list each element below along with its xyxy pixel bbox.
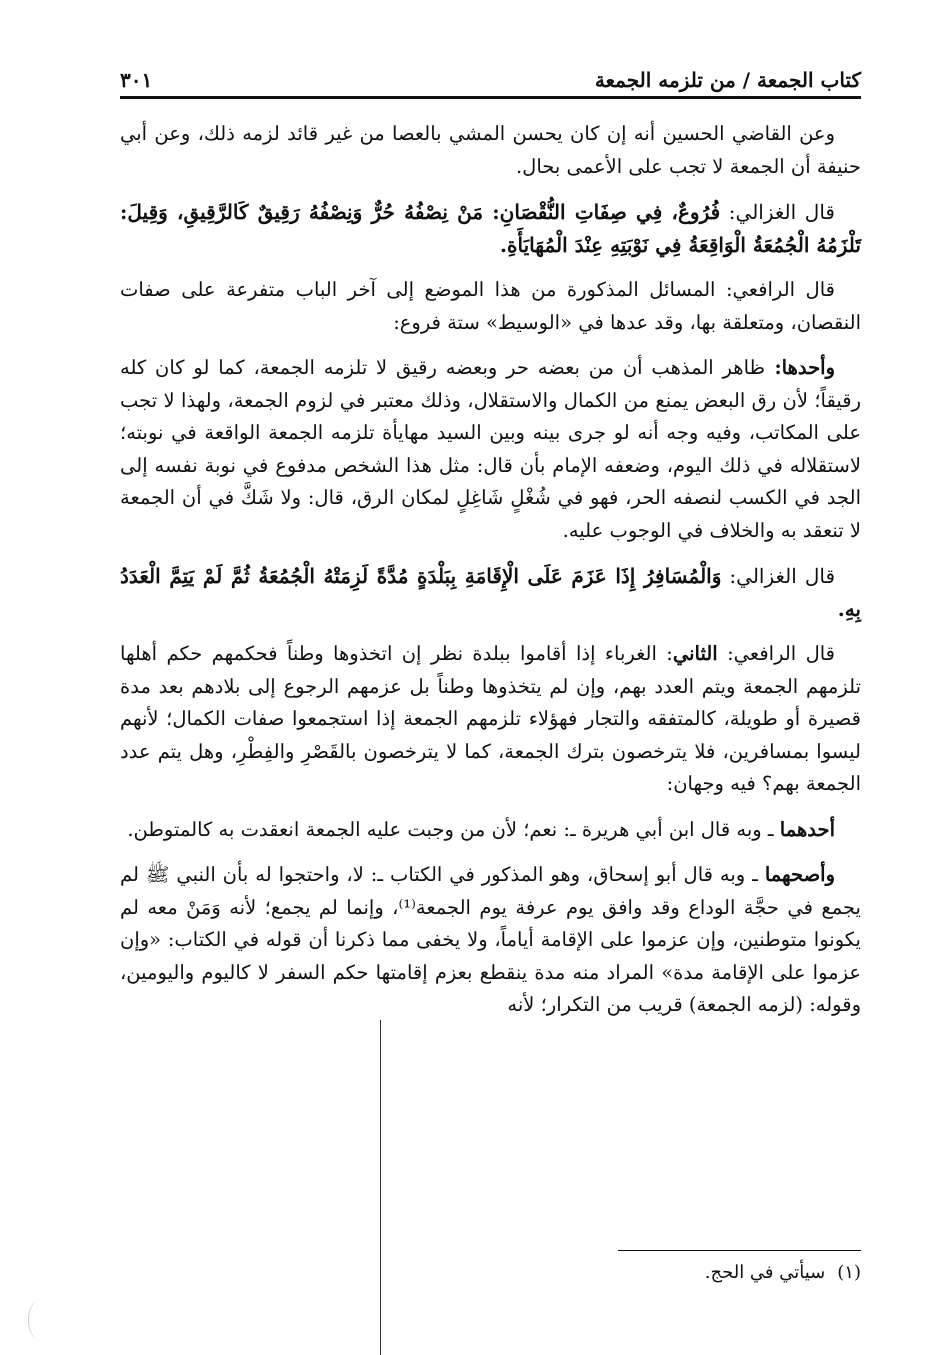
paragraph-3-rafii: قال الرافعي: المسائل المذكورة من هذا الموضع إلى آخر الباب متفرعة على صفات النقصان، ومتعلقة بها، وقد عدها في «الوسيط» ستة فروع: (120, 278, 861, 334)
paragraph-1: وعن القاضي الحسين أنه إن كان يحسن المشي بالعصا من غير قائد لزمه ذلك، وعن أبي حنيفة أن الجمعة لا تجب على الأعمى بحال. (120, 122, 861, 178)
matn-quote: فُرُوعٌ، فِي صِفَاتِ النُّقْصَانِ: مَنْ نِصْفُهُ حُرٌّ وَنِصْفُهُ رَقِيقٌ كَالرَّقِيقِ، وَقِيلَ: تَلْزَمُهُ الْجُمُعَةُ الْوَاقِعَةُ فِي نَوْبَتِهِ عِنْدَ الْمُهَايَأَةِ. (120, 200, 861, 257)
scan-fold-line (380, 1020, 381, 1355)
page-number: ٣٠١ (120, 68, 153, 92)
footnote-marker: (١) (837, 1262, 861, 1283)
running-header (120, 58, 861, 92)
paragraph-4-first-branch: وأحدها: ظاهر المذهب أن من بعضه حر وبعضه رقيق لا تلزمه الجمعة، كما لو كان كله رقيقاً؛ لأن رق البعض يمنع من الكمال والاستقلال، وذلك معتبر في لزوم الجمعة، ولهذا لا تجب على المكاتب، وفيه وجه أنه لو جرى بينه وبين السيد مهايأة تلزمه الجمعة الواقعة في نوبته؛ لاستقلاله في ذلك اليوم، وضعفه الإمام بأن قال: مثل هذا الشخص مدفوع في نوبة نفسه إلى الجد في الكسب لنصفه الحر، فهو في شُغْلٍ شَاغِلٍ لمكان الرق، قال: ولا شَكَّ في أن الجمعة لا تنعقد به والخلاف في الوجوب عليه. (120, 356, 861, 542)
paragraph-2-ghazali: قال الغزالي: فُرُوعٌ، فِي صِفَاتِ النُّقْصَانِ: مَنْ نِصْفُهُ حُرٌّ وَنِصْفُهُ رَقِيقٌ كَالرَّقِيقِ، وَقِيلَ: تَلْزَمُهُ الْجُمُعَةُ الْوَاقِعَةُ فِي نَوْبَتِهِ عِنْدَ الْمُهَايَأَةِ. (120, 200, 861, 257)
header-rule (120, 96, 861, 99)
footnote (705, 1262, 861, 1283)
footnote-rule (618, 1250, 861, 1251)
matn-quote: وَالْمُسَافِرُ إِذَا عَزَمَ عَلَى الْإِقَامَةِ بِبَلْدَةٍ مُدَّةً لَزِمَتْهُ الْجُمُعَةُ ثُمَّ لَمْ يَتِمَّ الْعَدَدُ بِهِ. (120, 564, 861, 621)
paragraph-7-first-view: أحدهما ـ وبه قال ابن أبي هريرة ـ: نعم؛ لأن من وجبت عليه الجمعة انعقدت به كالمتوطن. (127, 817, 835, 841)
paragraph-6-second-branch: قال الرافعي: الثاني: الغرباء إذا أقاموا ببلدة نظر إن اتخذوها وطناً فحكمهم حكم أهلها تلزمهم الجمعة ويتم العدد بهم، وإن لم يتخذوها وطناً بل عزمهم الرجوع إلى بلادهم بعد مدة قصيرة أو طويلة، كالمتفقه والتجار فهؤلاء تلزمهم الجمعة إذا استجمعوا صفات الكمال؛ لأنهم ليسوا بمسافرين، فلا يترخصون بترك الجمعة، كما لا يترخصون بالقَصْرِ والفِطْرِ، وهل يتم عدد الجمعة بهم؟ فيه وجهان: (120, 642, 861, 795)
header-title: كتاب الجمعة / من تلزمه الجمعة (594, 68, 861, 92)
paragraph-5-ghazali: قال الغزالي: وَالْمُسَافِرُ إِذَا عَزَمَ عَلَى الْإِقَامَةِ بِبَلْدَةٍ مُدَّةً لَزِمَتْهُ الْجُمُعَةُ ثُمَّ لَمْ يَتِمَّ الْعَدَدُ بِهِ. (120, 564, 861, 621)
scan-artifact (28, 1300, 51, 1340)
paragraph-8-sound-view: وأصحهما ـ وبه قال أبو إسحاق، وهو المذكور في الكتاب ـ: لا، واحتجوا له بأن النبي ﷺ لم يجمع في حجَّة الوداع وقد وافق يوم عرفة يوم الجمعة⁽¹⁾، وإنما لم يجمع؛ لأنه وَمَنْ معه لم يكونوا متوطنين، وإن عزموا على الإقامة أياماً، ولا يخفى مما ذكرنا أن قوله في الكتاب: «وإن عزموا على الإقامة مدة» المراد منه مدة ينقطع بعزم إقامتها حكم السفر لا كاليوم واليومين، وقوله: (لزمه الجمعة) قريب من التكرار؛ لأنه (120, 863, 861, 1016)
footnote-text: سيأتي في الحج. (704, 1262, 826, 1283)
main-text (120, 118, 861, 1035)
